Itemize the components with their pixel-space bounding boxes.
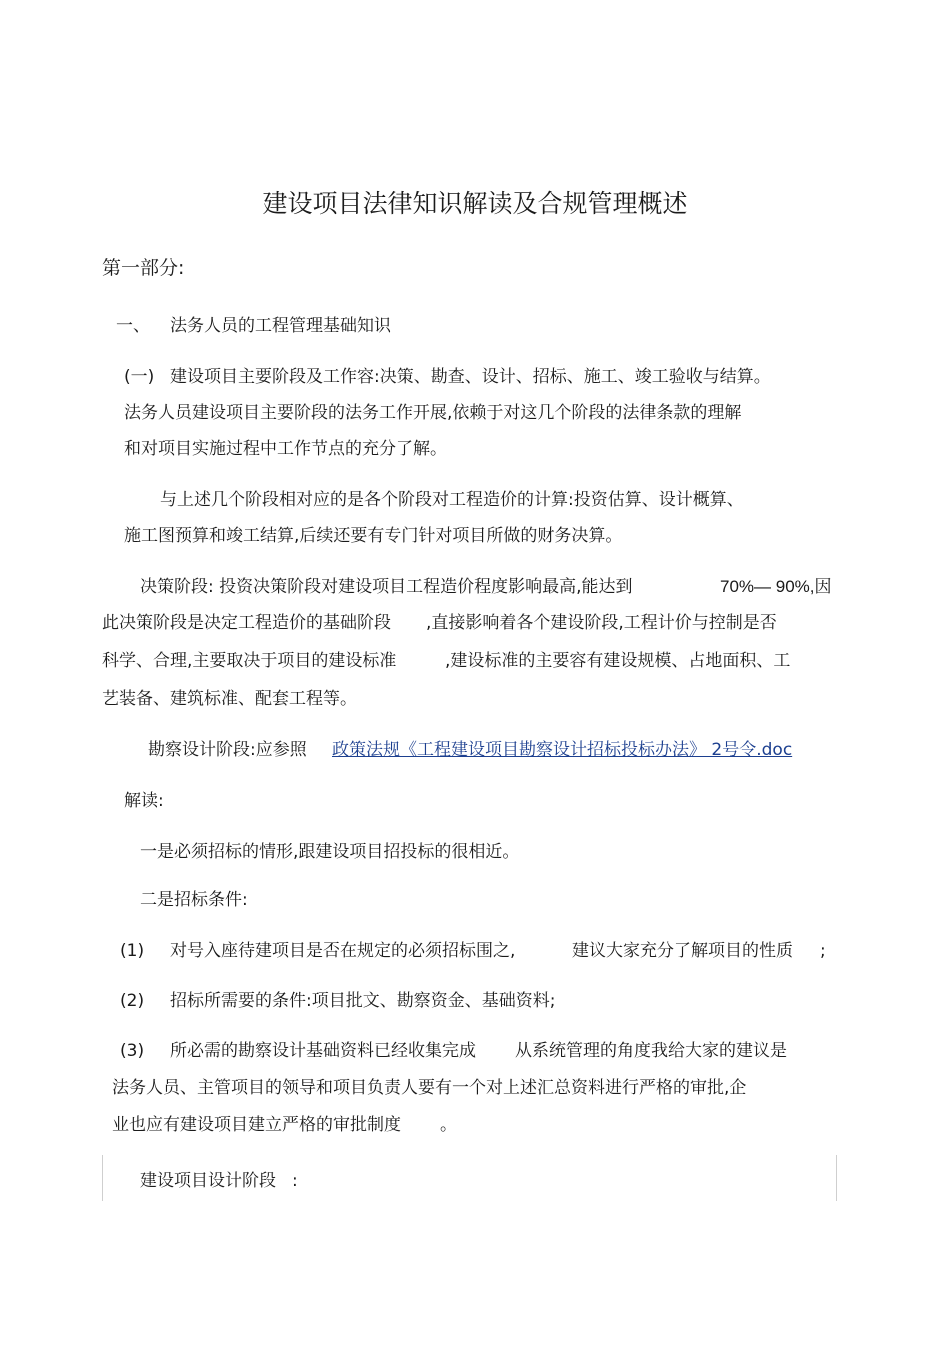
paragraph-line: 法务人员、主管项目的领导和项目负责人要有一个对上述汇总资料进行严格的审批,企 [112,1078,747,1098]
interpretation-label: 解读: [124,791,164,811]
paragraph-line: ,直接影响着各个建设阶段,工程计价与控制是否 [426,613,777,633]
paragraph-line: 与上述几个阶段相对应的是各个阶段对工程造价的计算:投资估算、设计概算、 [160,490,744,510]
section-heading: 法务人员的工程管理基础知识 [170,316,391,336]
paragraph-line: 。 [440,1115,457,1135]
box-border-right [836,1155,837,1201]
paragraph-line: ; [820,941,826,961]
paragraph-line: 决策阶段: 投资决策阶段对建设项目工程造价程度影响最高,能达到 [140,577,633,597]
paragraph-line: ,建设标准的主要容有建设规模、占地面积、工 [445,651,791,671]
paragraph-line: 建设项目设计阶段 [140,1171,276,1191]
paragraph-line: 对号入座待建项目是否在规定的必须招标围之, [170,941,516,961]
paragraph-line: 此决策阶段是决定工程造价的基础阶段 [102,613,391,633]
box-border-left [102,1155,103,1201]
paragraph-line: 法务人员建设项目主要阶段的法务工作开展,依赖于对这几个阶段的法律条款的理解 [124,403,742,423]
document-title: 建设项目法律知识解读及合规管理概述 [262,189,688,218]
section-number: 一、 [116,316,150,336]
paragraph-line: 二是招标条件: [140,890,248,910]
paragraph-line: 勘察设计阶段:应参照 [148,740,307,760]
item-number: (2) [120,991,145,1011]
percentage-range: 70%— 90%,因 [720,577,832,596]
paragraph-line: 所必需的勘察设计基础资料已经收集完成 [170,1041,476,1061]
paragraph-line: 业也应有建设项目建立严格的审批制度 [112,1115,401,1135]
item-number: (一) [124,367,155,387]
paragraph-line: 招标所需要的条件:项目批文、勘察资金、基础资料; [170,991,556,1011]
paragraph-line: 施工图预算和竣工结算,后续还要有专门针对项目所做的财务决算。 [124,526,623,546]
paragraph-line: 和对项目实施过程中工作节点的充分了解。 [124,439,447,459]
paragraph-line: 从系统管理的角度我给大家的建议是 [515,1041,787,1061]
paragraph-line: 科学、合理,主要取决于项目的建设标准 [102,651,397,671]
paragraph-line: : [292,1171,298,1191]
item-number: (3) [120,1041,145,1061]
paragraph-line: 建议大家充分了解项目的性质 [572,941,793,961]
paragraph-line: 一是必须招标的情形,跟建设项目招投标的很相近。 [140,842,520,862]
part-heading: 第一部分: [102,257,185,279]
paragraph-line: 艺装备、建筑标准、配套工程等。 [102,689,357,709]
paragraph-line: 建设项目主要阶段及工作容:决策、勘查、设计、招标、施工、竣工验收与结算。 [170,367,771,387]
regulation-doc-link[interactable]: 政策法规《工程建设项目勘察设计招标投标办法》 2号令.doc [332,740,793,760]
item-number: (1) [120,941,145,961]
